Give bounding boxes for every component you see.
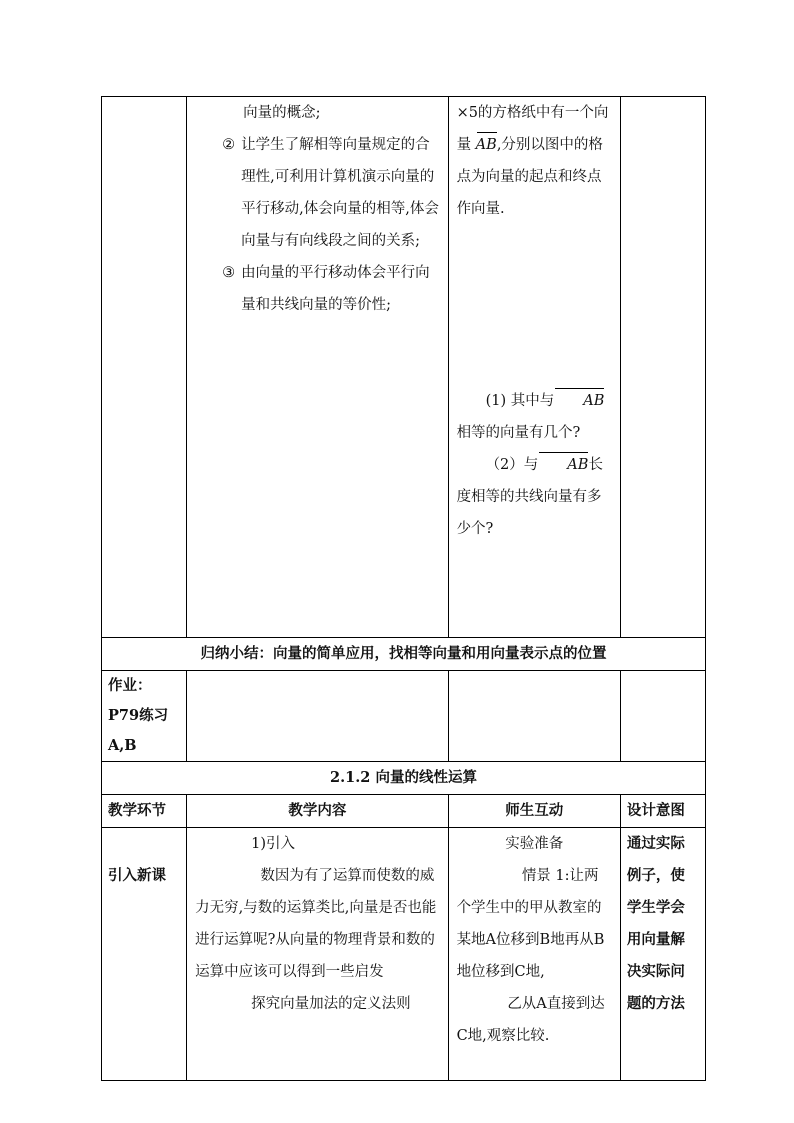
question-1-end: 相等的向量有几个? [456,425,581,441]
objective-continued: 向量的概念; [243,105,321,121]
intro-row [102,828,706,1081]
header-content: 教学内容 [187,795,448,828]
intro-heading: 1)引入 [251,836,296,852]
intro-subheading: 探究向量加法的定义法则 [251,996,411,1012]
homework-cell: 作业：P79练习 A,B [102,671,187,762]
question-1 [457,385,612,449]
circled-number-3: ③ [222,265,236,281]
section-title: 2.1.2 向量的线性运算 [102,762,706,795]
header-stage: 教学环节 [102,795,187,828]
question-2-end: 长度相等的共线向量有多少个? [456,457,603,537]
homework-empty-4 [620,671,705,762]
grid-exercise-text [457,97,612,225]
exercise-intro-cont: ,分别以图中的格点为向量的起点和终点作向量. [456,137,603,217]
circled-number-2: ② [222,137,236,153]
objective-item-2 [195,129,439,257]
stage-intro: 引入新课 [102,828,187,1081]
figure-space [457,225,612,385]
intro-content-cell [187,828,448,1081]
intent-text: 通过实际例子，使学生学会用向量解决实际问题的方法 [620,828,705,1081]
stage-cell-empty [102,97,187,638]
experiment-heading: 实验准备 [505,836,564,852]
question-2-start: （2）与 [485,457,539,473]
intro-interaction-cell [448,828,620,1081]
scenario-1-cont: 乙从A直接到达C地,观察比较. [456,996,605,1044]
question-1-start: (1) 其中与 [485,393,555,409]
objective-item-3 [195,257,439,321]
question-2 [457,449,612,545]
vector-ab: AB [554,385,604,417]
homework-empty-3 [448,671,620,762]
lesson-plan-table [101,96,706,1081]
vector-ab: AB [476,129,497,161]
objective-text-3: 由向量的平行移动体会平行向量和共线向量的等价性; [241,265,430,313]
header-intent: 设计意图 [620,795,705,828]
summary-row: 归纳小结：向量的简单应用，找相等向量和用向量表示点的位置 [102,638,706,671]
header-interaction: 师生互动 [448,795,620,828]
objective-text-2: 让学生了解相等向量规定的合理性,可利用计算机演示向量的平行移动,体会向量的相等,体会向量与有向线段之间的关系; [241,137,439,249]
interaction-cell [448,97,620,638]
header-row [102,795,706,828]
intent-cell-empty [620,97,705,638]
continued-row [102,97,706,638]
scenario-1: 情景 1:让两个学生中的甲从教室的某地A位移到B地再从B地位移到C地, [456,868,605,980]
objectives-cell [187,97,448,638]
vector-ab: AB [538,449,588,481]
exercise-intro: ×5的方格纸中有一个向量 [456,105,609,153]
homework-empty-2 [187,671,448,762]
intro-paragraph: 数因为有了运算而使数的威力无穷,与数的运算类比,向量是否也能进行运算呢?从向量的物理背景和数的运算中应该可以得到一些启发 [195,868,437,980]
